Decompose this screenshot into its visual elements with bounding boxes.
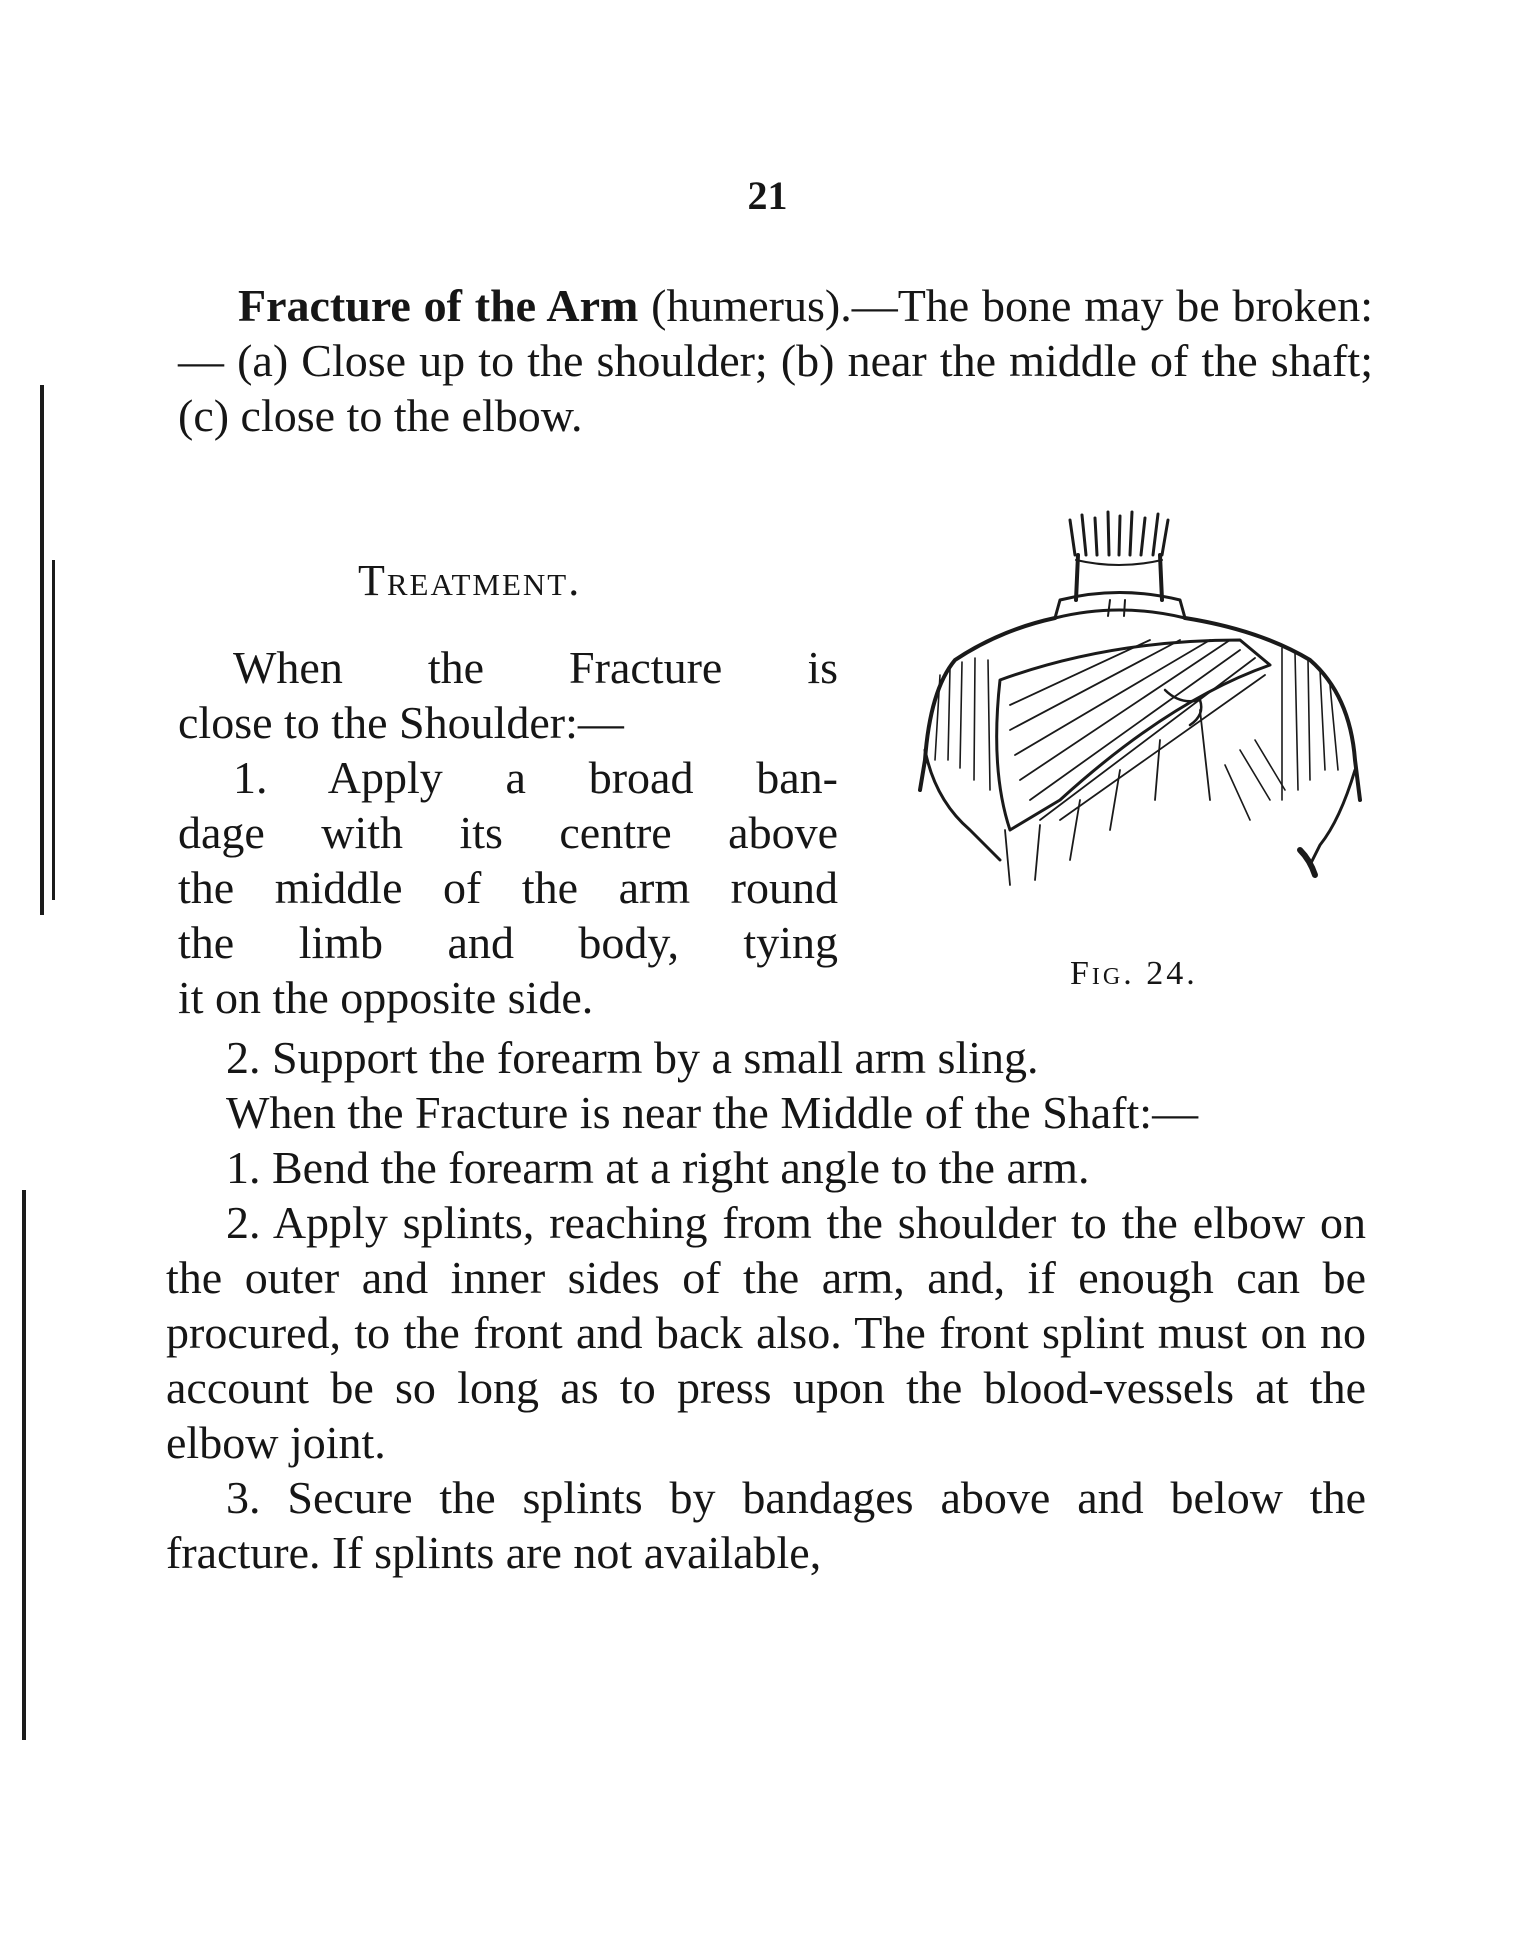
text-line: close to the Shoulder:— — [178, 697, 624, 748]
shoulder-treatment-column — [178, 640, 838, 1025]
text-line: dage with its centre above — [178, 807, 838, 858]
text-line: it on the opposite side. — [178, 972, 594, 1023]
text-line: the limb and body, tying — [178, 917, 838, 968]
step-2-shoulder: 2. Support the forearm by a small arm sling. — [226, 1032, 1039, 1083]
scan-edge-line — [40, 385, 44, 915]
page-number: 21 — [747, 173, 788, 218]
middle-shaft-heading: When the Fracture is near the Middle of the Shaft:— — [226, 1087, 1199, 1138]
intro-paragraph — [178, 278, 1373, 443]
intro-text: (humerus).—The bone may be broken:— (a) Close up to the shoulder; (b) near the middle of the shaft; (c) close to the elbow. — [178, 280, 1373, 441]
text-line: 1. Apply a broad ban- — [233, 752, 838, 803]
main-body-text — [166, 1030, 1366, 1580]
step-1-middle: 1. Bend the forearm at a right angle to the arm. — [226, 1142, 1090, 1193]
text-line: When the Fracture is — [233, 642, 838, 693]
text-line: the middle of the arm round — [178, 862, 838, 913]
scan-edge-line — [22, 1190, 26, 1740]
figure-caption: Fig. 24. — [1070, 955, 1198, 992]
section-heading: Fracture of the Arm — [238, 280, 639, 331]
shoulder-bandage-illustration — [910, 500, 1390, 940]
step-3-middle: 3. Secure the splints by bandages above and below the fracture. If splints are not available, — [166, 1472, 1366, 1578]
scan-edge-line — [52, 560, 55, 900]
step-2-middle: 2. Apply splints, reaching from the shoulder to the elbow on the outer and inner sides of the arm, and, if enough can be procured, to the front and back also. The front splint must on no account be so long as to press upon the blood-vessels at the elbow joint. — [166, 1197, 1366, 1468]
treatment-heading: Treatment. — [358, 556, 582, 605]
